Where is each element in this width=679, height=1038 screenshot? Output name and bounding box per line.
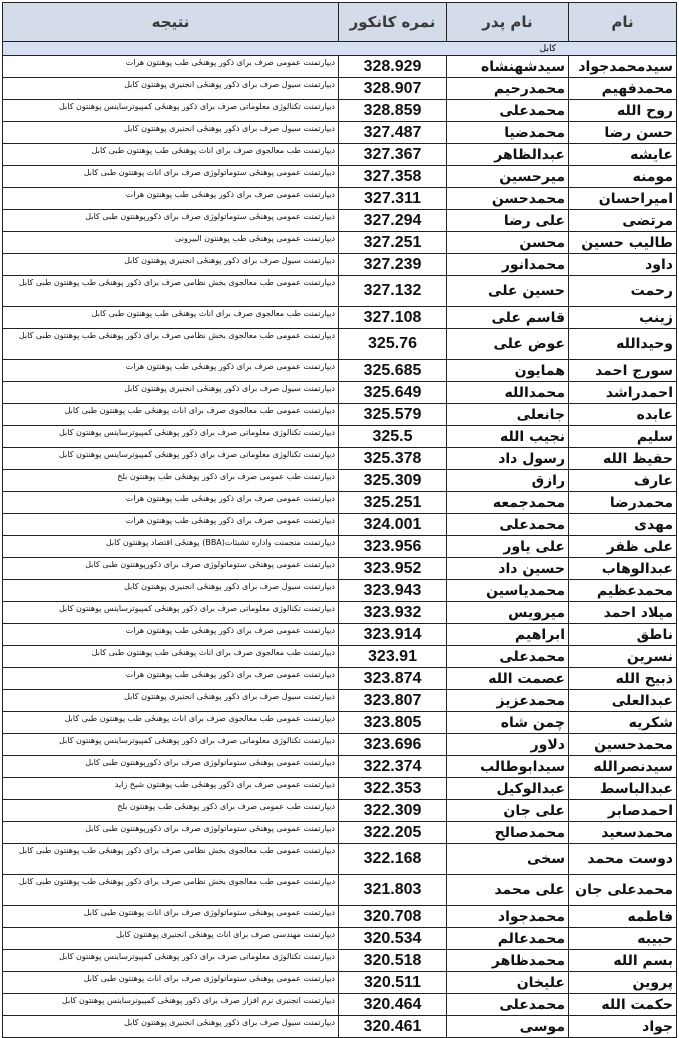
table-row [3,624,677,646]
student-name-cell: بسم الله [569,950,677,972]
exam-score-cell: 325.5 [339,426,447,448]
father-name-cell: محمدصالح [447,822,569,844]
student-name-cell: ناطق [569,624,677,646]
result-cell: دیپارتمنت عمومی پوهنځی ستوماتولوژی صرف برای ذکورپوهنتون طبی کابل [3,210,339,232]
table-row [3,276,677,307]
student-name-cell: امیراحسان [569,188,677,210]
table-row [3,166,677,188]
student-name-cell: طالیب حسین [569,232,677,254]
table-row [3,844,677,875]
table-row [3,78,677,100]
student-name-cell: عبدالباسط [569,778,677,800]
student-name-cell: سیدنصرالله [569,756,677,778]
exam-score-cell: 320.708 [339,906,447,928]
result-cell: دیپارتمنت تکنالوژی معلوماتی صرف برای ذکور پوهنځی کمپیوترساینس پوهنتون کابل [3,734,339,756]
father-name-cell: حسین داد [447,558,569,580]
student-name-cell: حفیظ الله [569,448,677,470]
table-row [3,972,677,994]
table-row [3,712,677,734]
results-table [2,2,677,1038]
exam-score-cell: 324.001 [339,514,447,536]
result-cell: دیپارتمنت سیول صرف برای ذکور پوهنځی انجنیری پوهنتون کابل [3,122,339,144]
father-name-cell: محمدجواد [447,906,569,928]
exam-score-cell: 328.929 [339,56,447,78]
table-row [3,404,677,426]
student-name-cell: محمدعلی جان [569,875,677,906]
table-row [3,470,677,492]
result-cell: دیپارتمنت سیول صرف برای ذکور پوهنځی انجنیری پوهنتون کابل [3,1016,339,1038]
father-name-cell: محمدعلی [447,514,569,536]
exam-score-cell: 325.309 [339,470,447,492]
exam-score-cell: 320.534 [339,928,447,950]
father-name-cell: دلاور [447,734,569,756]
exam-score-cell: 325.378 [339,448,447,470]
exam-score-cell: 323.956 [339,536,447,558]
table-row [3,646,677,668]
table-row [3,254,677,276]
exam-score-cell: 320.511 [339,972,447,994]
exam-score-cell: 320.518 [339,950,447,972]
header-father-name: نام پدر [447,3,569,42]
result-cell: دیپارتمنت مهندسی صرف برای اناث پوهنځی انجنیری پوهنتون کابل [3,928,339,950]
father-name-cell: محمدضیا [447,122,569,144]
father-name-cell: محسن [447,232,569,254]
table-row [3,994,677,1016]
father-name-cell: نجیب الله [447,426,569,448]
table-row [3,329,677,360]
student-name-cell: عارف [569,470,677,492]
father-name-cell: عوض علی [447,329,569,360]
header-name: نام [569,3,677,42]
father-name-cell: موسی [447,1016,569,1038]
table-row [3,122,677,144]
result-cell: دیپارتمنت عمومی طب معالجوی صرف برای اناث پوهنځی طب پوهنتون طبی کابل [3,404,339,426]
table-row [3,100,677,122]
table-row [3,734,677,756]
result-cell: دیپارتمنت عمومی صرف برای ذکور پوهنځی طب پوهنتون هرات [3,668,339,690]
result-cell: دیپارتمنت عمومی طب معالجوی بخش نظامی صرف برای ذکور پوهنځی طب پوهنتون طبی کابل [3,844,339,875]
student-name-cell: مرتضی [569,210,677,232]
result-cell: دیپارتمنت عمومی پوهنځی طب پوهنتون البیرونی [3,232,339,254]
exam-score-cell: 320.461 [339,1016,447,1038]
result-cell: دیپارتمنت عمومی صرف برای ذکور پوهنځی طب پوهنتون هرات [3,188,339,210]
result-cell: دیپارتمنت سیول صرف برای ذکور پوهنځی انجنیری پوهنتون کابل [3,690,339,712]
father-name-cell: محمدعلی [447,994,569,1016]
result-cell: دیپارتمنت سیول صرف برای ذکور پوهنځی انجنیری پوهنتون کابل [3,254,339,276]
father-name-cell: همایون [447,360,569,382]
father-name-cell: عبدالظاهر [447,144,569,166]
table-row [3,778,677,800]
city-label: کابل [3,42,677,56]
exam-score-cell: 325.685 [339,360,447,382]
table-row [3,426,677,448]
student-name-cell: عایشه [569,144,677,166]
father-name-cell: محمدعالم [447,928,569,950]
student-name-cell: علی ظفر [569,536,677,558]
father-name-cell: جانعلی [447,404,569,426]
table-row [3,536,677,558]
father-name-cell: علی یاور [447,536,569,558]
result-cell: دیپارتمنت تکنالوژی معلوماتی صرف برای ذکور پوهنځی کمپیوترساینس پوهنتون کابل [3,426,339,448]
exam-score-cell: 325.76 [339,329,447,360]
table-row [3,928,677,950]
father-name-cell: سیدابوطالب [447,756,569,778]
father-name-cell: علی جان [447,800,569,822]
father-name-cell: عصمت الله [447,668,569,690]
student-name-cell: سیدمحمدجواد [569,56,677,78]
student-name-cell: حکمت الله [569,994,677,1016]
exam-score-cell: 321.803 [339,875,447,906]
father-name-cell: محمدعلی [447,646,569,668]
result-cell: دیپارتمنت طب معالجوی صرف برای اناث پوهنځی طب پوهنتون طبی کابل [3,307,339,329]
result-cell: دیپارتمنت تکنالوژی معلوماتی صرف برای ذکور پوهنځی کمپیوترساینس پوهنتون کابل [3,100,339,122]
result-cell: دیپارتمنت عمومی طب معالجوی صرف برای اناث پوهنځی طب پوهنتون طبی کابل [3,712,339,734]
student-name-cell: ذبیح الله [569,668,677,690]
table-row [3,56,677,78]
student-name-cell: حبیبه [569,928,677,950]
student-name-cell: محمدسعید [569,822,677,844]
table-row [3,756,677,778]
table-row [3,690,677,712]
student-name-cell: احمدراشد [569,382,677,404]
father-name-cell: حسین علی [447,276,569,307]
exam-score-cell: 322.374 [339,756,447,778]
exam-score-cell: 322.205 [339,822,447,844]
father-name-cell: ابراهیم [447,624,569,646]
header-score: نمره کانکور [339,3,447,42]
father-name-cell: میرویس [447,602,569,624]
exam-score-cell: 327.358 [339,166,447,188]
table-row [3,950,677,972]
father-name-cell: محمدیاسین [447,580,569,602]
result-cell: دیپارتمنت طب عمومی صرف برای ذکور پوهنځی طب پوهنتون بلخ [3,470,339,492]
header-row [3,3,677,42]
result-cell: دیپارتمنت منجمنت واداره تشبثات(BBA) پوهنځی اقتصاد پوهنتون کابل [3,536,339,558]
table-row [3,360,677,382]
student-name-cell: محمدعظیم [569,580,677,602]
student-name-cell: محمدرضا [569,492,677,514]
father-name-cell: محمدعزیز [447,690,569,712]
exam-score-cell: 327.132 [339,276,447,307]
student-name-cell: فاطمه [569,906,677,928]
student-name-cell: سلیم [569,426,677,448]
result-cell: دیپارتمنت عمومی صرف برای ذکور پوهنځی طب پوهنتون هرات [3,492,339,514]
father-name-cell: محمدحسن [447,188,569,210]
result-cell: دیپارتمنت طب معالجوی صرف برای اناث پوهنځی طب پوهنتون طبی کابل [3,144,339,166]
exam-score-cell: 320.464 [339,994,447,1016]
exam-score-cell: 323.807 [339,690,447,712]
student-name-cell: عبدالعلی [569,690,677,712]
exam-score-cell: 323.805 [339,712,447,734]
exam-score-cell: 327.487 [339,122,447,144]
result-cell: دیپارتمنت عمومی پوهنځی ستوماتولوژی صرف برای اناث پوهنتون طبی کابل [3,972,339,994]
result-cell: دیپارتمنت سیول صرف برای ذکور پوهنځی انجنیری پوهنتون کابل [3,382,339,404]
result-cell: دیپارتمنت تکنالوژی معلوماتی صرف برای ذکور پوهنځی کمپیوترساینس پوهنتون کابل [3,950,339,972]
exam-score-cell: 327.294 [339,210,447,232]
student-name-cell: سورج احمد [569,360,677,382]
result-cell: دیپارتمنت سیول صرف برای ذکور پوهنځی انجنیری پوهنتون کابل [3,580,339,602]
student-name-cell: حسن رضا [569,122,677,144]
father-name-cell: رازق [447,470,569,492]
table-row [3,232,677,254]
exam-score-cell: 322.309 [339,800,447,822]
student-name-cell: میلاد احمد [569,602,677,624]
result-cell: دیپارتمنت عمومی صرف برای ذکور پوهنځی طب پوهنتون هرات [3,360,339,382]
father-name-cell: محمدالله [447,382,569,404]
result-cell: دیپارتمنت طب عمومی صرف برای ذکور پوهنځی طب پوهنتون بلخ [3,800,339,822]
student-name-cell: محمدحسین [569,734,677,756]
result-cell: دیپارتمنت عمومی طب معالجوی بخش نظامی صرف برای ذکور پوهنځی طب پوهنتون طبی کابل [3,329,339,360]
exam-score-cell: 325.649 [339,382,447,404]
father-name-cell: محمدرحیم [447,78,569,100]
table-row [3,800,677,822]
result-cell: دیپارتمنت عمومی صرف برای ذکور پوهنځی طب پوهنتون هرات [3,514,339,536]
father-name-cell: علی محمد [447,875,569,906]
table-row [3,580,677,602]
result-cell: دیپارتمنت عمومی پوهنځی ستوماتولوژی صرف برای ذکورپوهنتون طبی کابل [3,558,339,580]
city-row [3,42,677,56]
father-name-cell: علی رضا [447,210,569,232]
exam-score-cell: 325.579 [339,404,447,426]
table-row [3,144,677,166]
table-row [3,558,677,580]
father-name-cell: سخی [447,844,569,875]
father-name-cell: محمدعلی [447,100,569,122]
student-name-cell: روح الله [569,100,677,122]
result-cell: دیپارتمنت تکنالوژی معلوماتی صرف برای ذکور پوهنځی کمپیوترساینس پوهنتون کابل [3,602,339,624]
student-name-cell: وحیدالله [569,329,677,360]
exam-score-cell: 323.914 [339,624,447,646]
result-cell: دیپارتمنت عمومی پوهنځی ستوماتولوژی صرف برای ذکورپوهنتون طبی کابل [3,822,339,844]
table-row [3,875,677,906]
father-name-cell: محمدانور [447,254,569,276]
exam-score-cell: 323.874 [339,668,447,690]
student-name-cell: احمدصابر [569,800,677,822]
father-name-cell: محمدظاهر [447,950,569,972]
exam-score-cell: 323.932 [339,602,447,624]
student-name-cell: محمدفهیم [569,78,677,100]
father-name-cell: چمن شاه [447,712,569,734]
exam-score-cell: 323.943 [339,580,447,602]
table-row [3,514,677,536]
student-name-cell: نسرین [569,646,677,668]
exam-score-cell: 327.251 [339,232,447,254]
table-row [3,210,677,232]
student-name-cell: پروین [569,972,677,994]
result-cell: دیپارتمنت طب معالجوی صرف برای اناث پوهنځی طب پوهنتون طبی کابل [3,646,339,668]
exam-score-cell: 323.696 [339,734,447,756]
table-row [3,602,677,624]
table-row [3,382,677,404]
table-row [3,188,677,210]
exam-score-cell: 322.353 [339,778,447,800]
header-result: نتیجه [3,3,339,42]
result-cell: دیپارتمنت انجنیری نرم افزار صرف برای ذکور پوهنځی کمپیوترساینس پوهنتون کابل [3,994,339,1016]
table-row [3,1016,677,1038]
result-cell: دیپارتمنت عمومی پوهنځی ستوماتولوژی صرف برای اناث پوهنتون طبی کابل [3,906,339,928]
result-cell: دیپارتمنت عمومی صرف برای ذکور پوهنځی طب پوهنتون هرات [3,56,339,78]
student-name-cell: رحمت [569,276,677,307]
student-name-cell: عابده [569,404,677,426]
father-name-cell: سیدشهنشاه [447,56,569,78]
student-name-cell: جواد [569,1016,677,1038]
result-cell: دیپارتمنت عمومی طب معالجوی بخش نظامی صرف برای ذکور پوهنځی طب پوهنتون طبی کابل [3,276,339,307]
student-name-cell: داود [569,254,677,276]
result-cell: دیپارتمنت عمومی پوهنځی ستوماتولوژی صرف برای اناث پوهنتون طبی کابل [3,166,339,188]
exam-score-cell: 323.952 [339,558,447,580]
exam-score-cell: 327.239 [339,254,447,276]
table-row [3,906,677,928]
exam-score-cell: 322.168 [339,844,447,875]
father-name-cell: عبدالوکیل [447,778,569,800]
table-row [3,448,677,470]
student-name-cell: شکریه [569,712,677,734]
result-cell: دیپارتمنت عمومی طب معالجوی بخش نظامی صرف برای ذکور پوهنځی طب پوهنتون طبی کابل [3,875,339,906]
father-name-cell: علیخان [447,972,569,994]
father-name-cell: میرحسین [447,166,569,188]
exam-score-cell: 327.108 [339,307,447,329]
result-cell: دیپارتمنت عمومی صرف برای ذکور پوهنځی طب پوهنتون هرات [3,624,339,646]
exam-score-cell: 328.859 [339,100,447,122]
table-row [3,668,677,690]
father-name-cell: قاسم علی [447,307,569,329]
exam-score-cell: 327.311 [339,188,447,210]
father-name-cell: رسول داد [447,448,569,470]
exam-score-cell: 323.91 [339,646,447,668]
result-cell: دیپارتمنت سیول صرف برای ذکور پوهنځی انجنیری پوهنتون کابل [3,78,339,100]
father-name-cell: محمدجمعه [447,492,569,514]
student-name-cell: مومنه [569,166,677,188]
result-cell: دیپارتمنت تکنالوژی معلوماتی صرف برای ذکور پوهنځی کمپیوترساینس پوهنتون کابل [3,448,339,470]
result-cell: دیپارتمنت عمومی صرف برای ذکور پوهنځی طب پوهنتون شیخ زاید [3,778,339,800]
exam-score-cell: 327.367 [339,144,447,166]
table-row [3,492,677,514]
result-cell: دیپارتمنت عمومی پوهنځی ستوماتولوژی صرف برای ذکورپوهنتون طبی کابل [3,756,339,778]
exam-score-cell: 328.907 [339,78,447,100]
student-name-cell: عبدالوهاب [569,558,677,580]
table-row [3,822,677,844]
exam-score-cell: 325.251 [339,492,447,514]
student-name-cell: مهدی [569,514,677,536]
student-name-cell: دوست محمد [569,844,677,875]
student-name-cell: زینب [569,307,677,329]
table-row [3,307,677,329]
